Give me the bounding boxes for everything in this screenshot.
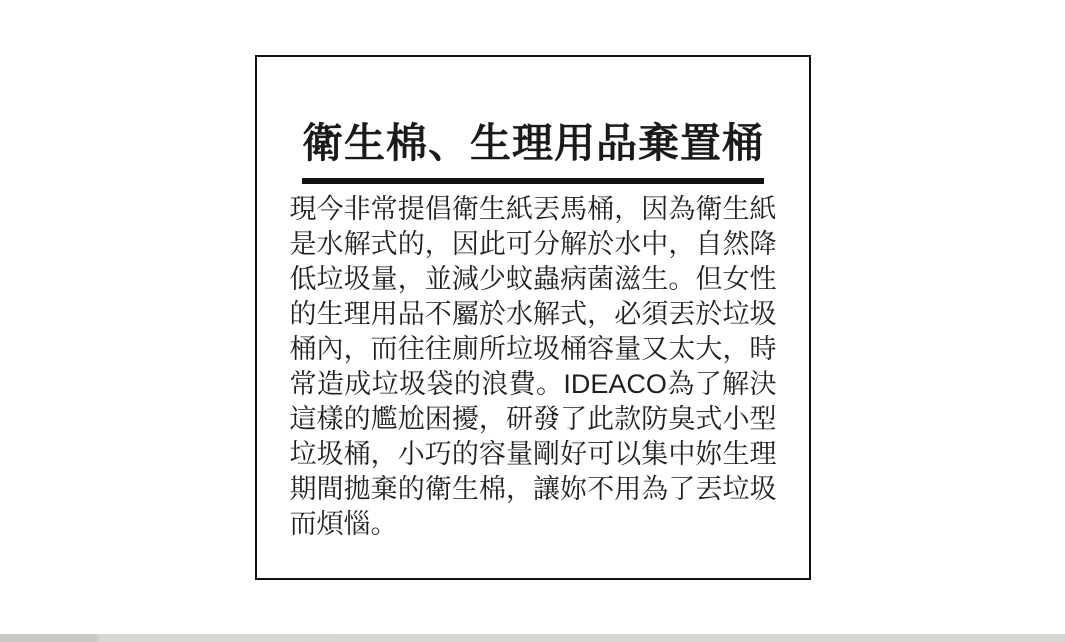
product-title: 衛生棉、生理用品棄置桶	[302, 121, 764, 184]
product-description-card	[255, 55, 811, 580]
next-section-top-edge	[0, 634, 1065, 642]
product-description-text: 現今非常提倡衛生紙丟馬桶，因為衛生紙是水解式的，因此可分解於水中，自然降低垃圾量，並減少蚊蟲病菌滋生。但女性的生理用品不屬於水解式，必須丟於垃圾桶內，而往往廁所垃圾桶容量又太大，時常造成垃圾袋的浪費。IDEACO為了解決這樣的尷尬困擾，研發了此款防臭式小型垃圾桶，小巧的容量剛好可以集中妳生理期間拋棄的衛生棉，讓妳不用為了丟垃圾而煩惱。	[289, 194, 777, 539]
